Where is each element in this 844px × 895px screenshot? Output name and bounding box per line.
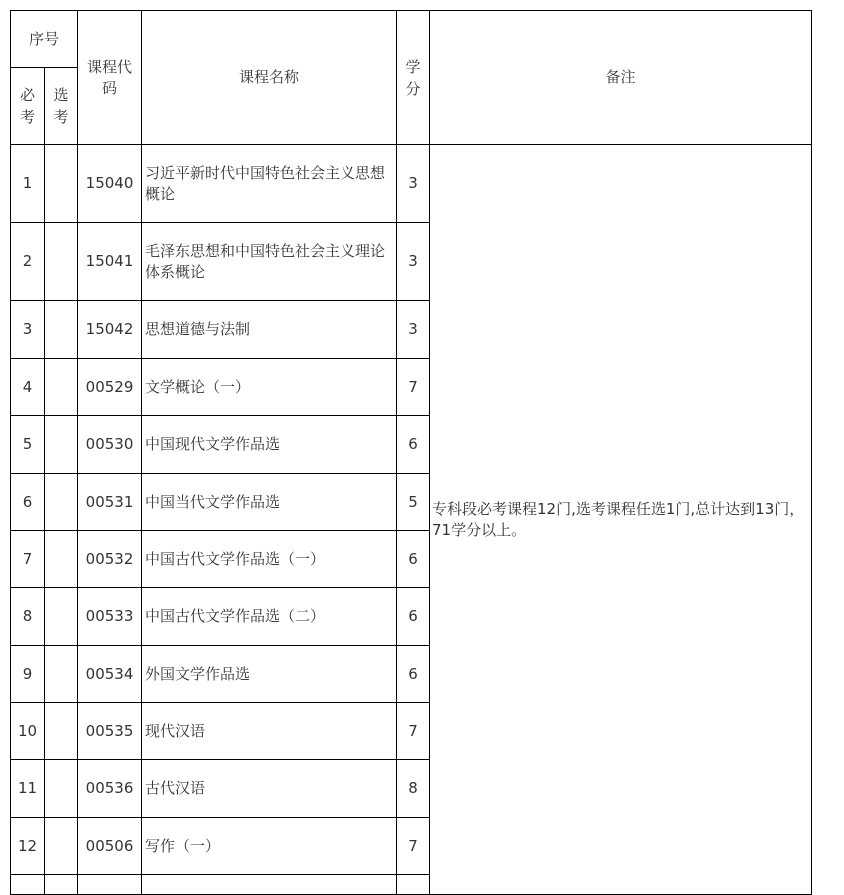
elective-seq-cell [45, 703, 78, 760]
course-code-cell: 00534 [78, 646, 142, 703]
required-seq-cell: 10 [11, 703, 45, 760]
note-cell: 专科段必考课程12门,选考课程任选1门,总计达到13门，71学分以上。 [430, 145, 812, 895]
elective-seq-cell [45, 875, 78, 895]
course-code-cell: 00530 [78, 416, 142, 474]
elective-seq-cell [45, 474, 78, 531]
required-seq-cell: 9 [11, 646, 45, 703]
required-seq-cell: 8 [11, 588, 45, 646]
credit-cell: 6 [397, 588, 430, 646]
required-seq-cell: 1 [11, 145, 45, 223]
name-header: 课程名称 [142, 11, 397, 145]
course-code-cell [78, 875, 142, 895]
credit-cell: 3 [397, 145, 430, 223]
table-row [11, 145, 812, 223]
course-name-cell: 文学概论（一） [142, 359, 397, 416]
credit-cell: 7 [397, 818, 430, 875]
note-header: 备注 [430, 11, 812, 145]
course-code-cell: 00535 [78, 703, 142, 760]
course-code-cell: 00531 [78, 474, 142, 531]
course-name-cell: 毛泽东思想和中国特色社会主义理论体系概论 [142, 223, 397, 301]
course-name-cell: 中国现代文学作品选 [142, 416, 397, 474]
elective-seq-cell [45, 646, 78, 703]
elective-seq-cell [45, 223, 78, 301]
course-code-cell: 00529 [78, 359, 142, 416]
credit-cell: 8 [397, 760, 430, 818]
course-name-cell: 中国古代文学作品选（二） [142, 588, 397, 646]
course-code-cell: 00536 [78, 760, 142, 818]
course-name-cell: 思想道德与法制 [142, 301, 397, 359]
course-name-cell: 古代汉语 [142, 760, 397, 818]
course-name-cell: 写作（一） [142, 818, 397, 875]
course-name-cell: 中国当代文学作品选 [142, 474, 397, 531]
elective-seq-cell [45, 416, 78, 474]
credit-header: 学分 [397, 11, 430, 145]
required-seq-cell: 4 [11, 359, 45, 416]
course-name-cell: 现代汉语 [142, 703, 397, 760]
course-table [10, 10, 812, 895]
elective-header: 选考 [45, 68, 78, 145]
elective-seq-cell [45, 145, 78, 223]
credit-cell: 3 [397, 301, 430, 359]
required-seq-cell [11, 875, 45, 895]
course-name-cell: 习近平新时代中国特色社会主义思想概论 [142, 145, 397, 223]
course-code-cell: 00533 [78, 588, 142, 646]
required-seq-cell: 2 [11, 223, 45, 301]
elective-seq-cell [45, 359, 78, 416]
credit-cell: 3 [397, 223, 430, 301]
credit-cell: 7 [397, 359, 430, 416]
code-header: 课程代码 [78, 11, 142, 145]
course-code-cell: 15040 [78, 145, 142, 223]
seq-header: 序号 [11, 11, 78, 68]
elective-seq-cell [45, 760, 78, 818]
course-code-cell: 15042 [78, 301, 142, 359]
elective-seq-cell [45, 531, 78, 588]
elective-seq-cell [45, 818, 78, 875]
credit-cell: 6 [397, 531, 430, 588]
required-seq-cell: 12 [11, 818, 45, 875]
elective-seq-cell [45, 301, 78, 359]
credit-cell: 6 [397, 416, 430, 474]
required-seq-cell: 6 [11, 474, 45, 531]
required-seq-cell: 5 [11, 416, 45, 474]
required-header: 必考 [11, 68, 45, 145]
elective-seq-cell [45, 588, 78, 646]
required-seq-cell: 11 [11, 760, 45, 818]
course-name-cell: 中国古代文学作品选（一） [142, 531, 397, 588]
required-seq-cell: 3 [11, 301, 45, 359]
credit-cell: 5 [397, 474, 430, 531]
credit-cell: 6 [397, 646, 430, 703]
course-name-cell [142, 875, 397, 895]
course-code-cell: 00506 [78, 818, 142, 875]
credit-cell [397, 875, 430, 895]
course-code-cell: 00532 [78, 531, 142, 588]
credit-cell: 7 [397, 703, 430, 760]
course-name-cell: 外国文学作品选 [142, 646, 397, 703]
required-seq-cell: 7 [11, 531, 45, 588]
header-row-top [11, 11, 812, 68]
course-code-cell: 15041 [78, 223, 142, 301]
